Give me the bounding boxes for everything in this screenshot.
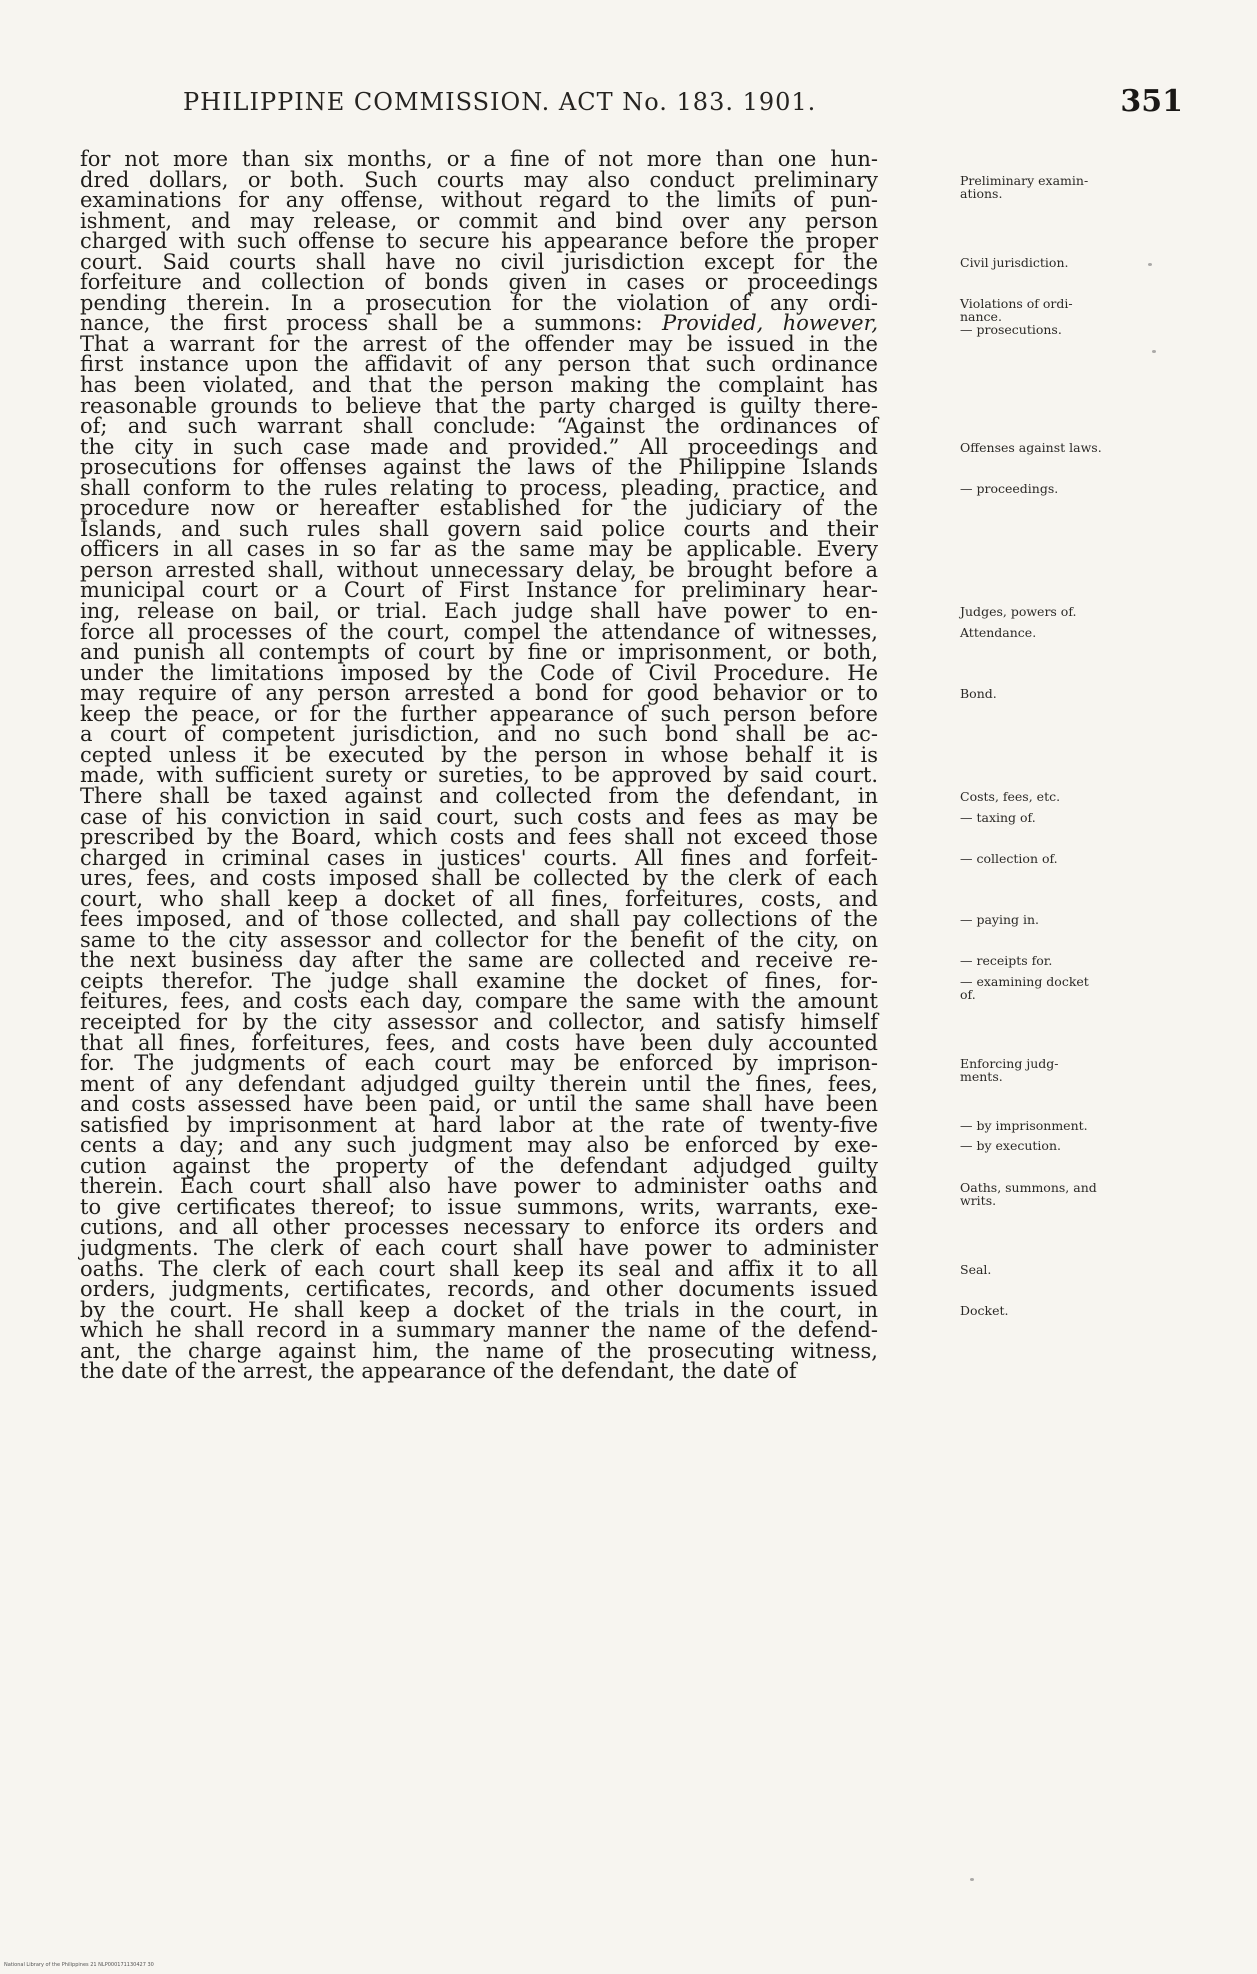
scan-speck [1152, 350, 1156, 353]
body-line: by the court. He shall keep a docket of the trials in the court, in [80, 1297, 878, 1322]
body-line: dred dollars, or both. Such courts may also conduct preliminary [80, 167, 878, 192]
body-line: nance, the first process shall be a summons: Provided, however, [80, 311, 879, 336]
margin-note-line: Docket. [960, 1302, 1009, 1318]
body-line: There shall be taxed against and collected from the defendant, in [80, 783, 878, 808]
body-line: the city in such case made and provided.” All proceedings and [80, 434, 878, 459]
body-line: shall conform to the rules relating to process, pleading, practice, and [80, 475, 878, 500]
body-line: officers in all cases in so far as the same may be applicable. Every [80, 537, 878, 562]
body-line: ing, release on bail, or trial. Each judge shall have power to en- [80, 599, 878, 624]
margin-note-line: Attendance. [960, 624, 1037, 640]
margin-note-line: — collection of. [960, 850, 1058, 866]
body-line: ceipts therefor. The judge shall examine the docket of fines, for- [80, 968, 878, 993]
margin-note-line: — receipts for. [960, 953, 1053, 969]
body-line: municipal court or a Court of First Instance for preliminary hear- [80, 578, 878, 603]
margin-note-line: Judges, powers of. [960, 604, 1077, 620]
margin-note-line: of. [960, 987, 976, 1002]
margin-note [960, 790, 1150, 803]
margin-note [960, 626, 1150, 639]
margin-note-line: writs. [960, 1192, 997, 1208]
margin-note [960, 482, 1150, 495]
body-line: has been violated, and that the person making the complaint has [80, 373, 878, 398]
body-text [80, 147, 1102, 1384]
margin-note-line: Enforcing judg- [960, 1056, 1059, 1072]
margin-note-line: — by imprisonment. [960, 1117, 1088, 1133]
body-line: oaths. The clerk of each court shall keep its seal and affix it to all [80, 1256, 878, 1281]
body-line: to give certificates thereof; to issue summons, writs, warrants, exe- [80, 1194, 878, 1219]
body-line: and punish all contempts of court by fine or imprisonment, or both, [80, 640, 878, 665]
body-line: charged in criminal cases in justices' courts. All fines and forfeit- [80, 845, 878, 870]
body-line: for. The judgments of each court may be enforced by imprison- [80, 1051, 878, 1076]
body-line: forfeiture and collection of bonds given in cases or proceedings [80, 270, 878, 295]
body-line: of; and such warrant shall conclude: “Against the ordinances of [80, 414, 878, 439]
margin-note-line: Bond. [960, 686, 997, 702]
body-line: satisfied by imprisonment at hard labor at the rate of twenty-five [80, 1112, 878, 1137]
body-line: ment of any defendant adjudged guilty therein until the fines, fees, [80, 1071, 878, 1096]
body-line: orders, judgments, certificates, records, and other documents issued [80, 1277, 878, 1302]
body-line: force all processes of the court, compel the attendance of witnesses, [80, 619, 878, 644]
body-line: fees imposed, and of those collected, and shall pay collections of the [80, 907, 878, 932]
body-line: court, who shall keep a docket of all fines, forfeitures, costs, and [80, 886, 878, 911]
body-line: and costs assessed have been paid, or until the same shall have been [80, 1092, 878, 1117]
body-line: receipted for by the city assessor and collector, and satisfy himself [80, 1009, 878, 1034]
body-line: same to the city assessor and collector for the benefit of the city, on [80, 927, 878, 952]
margin-note-line: Violations of ordi- [960, 295, 1073, 311]
body-line: cutions, and all other processes necessary to enforce its orders and [80, 1215, 878, 1240]
margin-note [960, 975, 1150, 1001]
page-number: 351 [1120, 84, 1183, 119]
body-line: cepted unless it be executed by the person in whose behalf it is [80, 742, 878, 767]
margin-note [960, 687, 1150, 700]
body-line: prosecutions for offenses against the laws of the Philippine Islands [80, 455, 878, 480]
body-line: that all fines, forfeitures, fees, and costs have been duly accounted [80, 1030, 878, 1055]
margin-note-line: — paying in. [960, 912, 1040, 928]
margin-note-line: — taxing of. [960, 809, 1036, 825]
body-line: judgments. The clerk of each court shall have power to administer [80, 1235, 878, 1260]
body-line: That a warrant for the arrest of the offender may be issued in the [80, 331, 878, 356]
body-line: ishment, and may release, or commit and bind over any person [80, 208, 878, 233]
footer-credit: National Library of the Philippines 21 NLP000171130427 30 [4, 1962, 154, 1968]
margin-note [960, 174, 1150, 200]
margin-note-line: — examining docket [960, 974, 1089, 989]
body-line: may require of any person arrested a bond for good behavior or to [80, 681, 878, 706]
body-line: procedure now or hereafter established for the judiciary of the [80, 496, 878, 521]
scan-speck [1148, 263, 1152, 266]
body-line: therein. Each court shall also have power to administer oaths and [80, 1174, 878, 1199]
body-line: for not more than six months, or a fine of not more than one hun- [80, 147, 878, 171]
body-line: person arrested shall, without unnecessary delay, be brought before a [80, 557, 878, 582]
margin-note-line: Seal. [960, 1261, 992, 1277]
margin-note-line: — proceedings. [960, 480, 1059, 496]
body-line: prescribed by the Board, which costs and fees shall not exceed those [80, 825, 878, 850]
body-line: Islands, and such rules shall govern said police courts and their [80, 516, 878, 541]
scan-speck [970, 1878, 974, 1881]
body-line: cents a day; and any such judgment may also be enforced by exe- [80, 1133, 878, 1158]
body-line: which he shall record in a summary manner the name of the defend- [80, 1318, 878, 1343]
margin-note-line: Costs, fees, etc. [960, 789, 1061, 805]
margin-note [960, 605, 1150, 618]
body-line: made, with sufficient surety or sureties, to be approved by said court. [80, 763, 878, 788]
body-line: a court of competent jurisdiction, and no such bond shall be ac- [80, 722, 878, 747]
margin-note [960, 811, 1150, 824]
italic-phrase: Provided, however, [661, 311, 879, 336]
body-line: cution against the property of the defendant adjudged guilty [80, 1153, 878, 1178]
body-line: under the limitations imposed by the Code of Civil Procedure. He [80, 660, 878, 685]
margin-note-line: Offenses against laws. [960, 439, 1102, 455]
margin-note [960, 852, 1150, 865]
margin-note-line: Oaths, summons, and [960, 1179, 1097, 1195]
margin-note-line: Civil jurisdiction. [960, 254, 1069, 270]
margin-note [960, 297, 1150, 336]
body-line: ures, fees, and costs imposed shall be collected by the clerk of each [80, 866, 878, 891]
margin-note [960, 1304, 1150, 1317]
body-line: examinations for any offense, without regard to the limits of pun- [80, 188, 878, 213]
body-line: court. Said courts shall have no civil jurisdiction except for the [80, 249, 878, 274]
margin-note-line: Preliminary examin- [960, 172, 1089, 188]
margin-note [960, 913, 1150, 926]
page-header [183, 84, 1183, 124]
body-line: feitures, fees, and costs each day, compare the same with the amount [80, 989, 878, 1014]
body-line: ant, the charge against him, the name of the prosecuting witness, [80, 1338, 878, 1363]
body-line: pending therein. In a prosecution for the violation of any ordi- [80, 290, 878, 315]
body-line: case of his conviction in said court, such costs and fees as may be [80, 804, 878, 829]
margin-note-line: nance. [960, 308, 1002, 324]
body-line: the date of the arrest, the appearance of the defendant, the date of [80, 1359, 797, 1384]
margin-note [960, 954, 1150, 967]
margin-note-line: — by execution. [960, 1138, 1061, 1154]
margin-note-line: — prosecutions. [960, 321, 1062, 337]
margin-note [960, 1181, 1150, 1207]
margin-note [960, 1263, 1150, 1276]
margin-note [960, 441, 1150, 454]
margin-note [960, 1139, 1150, 1152]
body-line: first instance upon the affidavit of any person that such ordinance [80, 352, 878, 377]
running-head: PHILIPPINE COMMISSION. ACT No. 183. 1901. [183, 88, 817, 116]
margin-note [960, 256, 1150, 269]
margin-note-line: ations. [960, 185, 1003, 201]
margin-note-line: ments. [960, 1069, 1003, 1085]
body-line: charged with such offense to secure his appearance before the proper [80, 229, 878, 254]
margin-note [960, 1057, 1150, 1083]
body-line: the next business day after the same are collected and receive re- [80, 948, 878, 973]
body-line: reasonable grounds to believe that the party charged is guilty there- [80, 393, 878, 418]
body-line: keep the peace, or for the further appearance of such person before [80, 701, 878, 726]
margin-note [960, 1119, 1150, 1132]
